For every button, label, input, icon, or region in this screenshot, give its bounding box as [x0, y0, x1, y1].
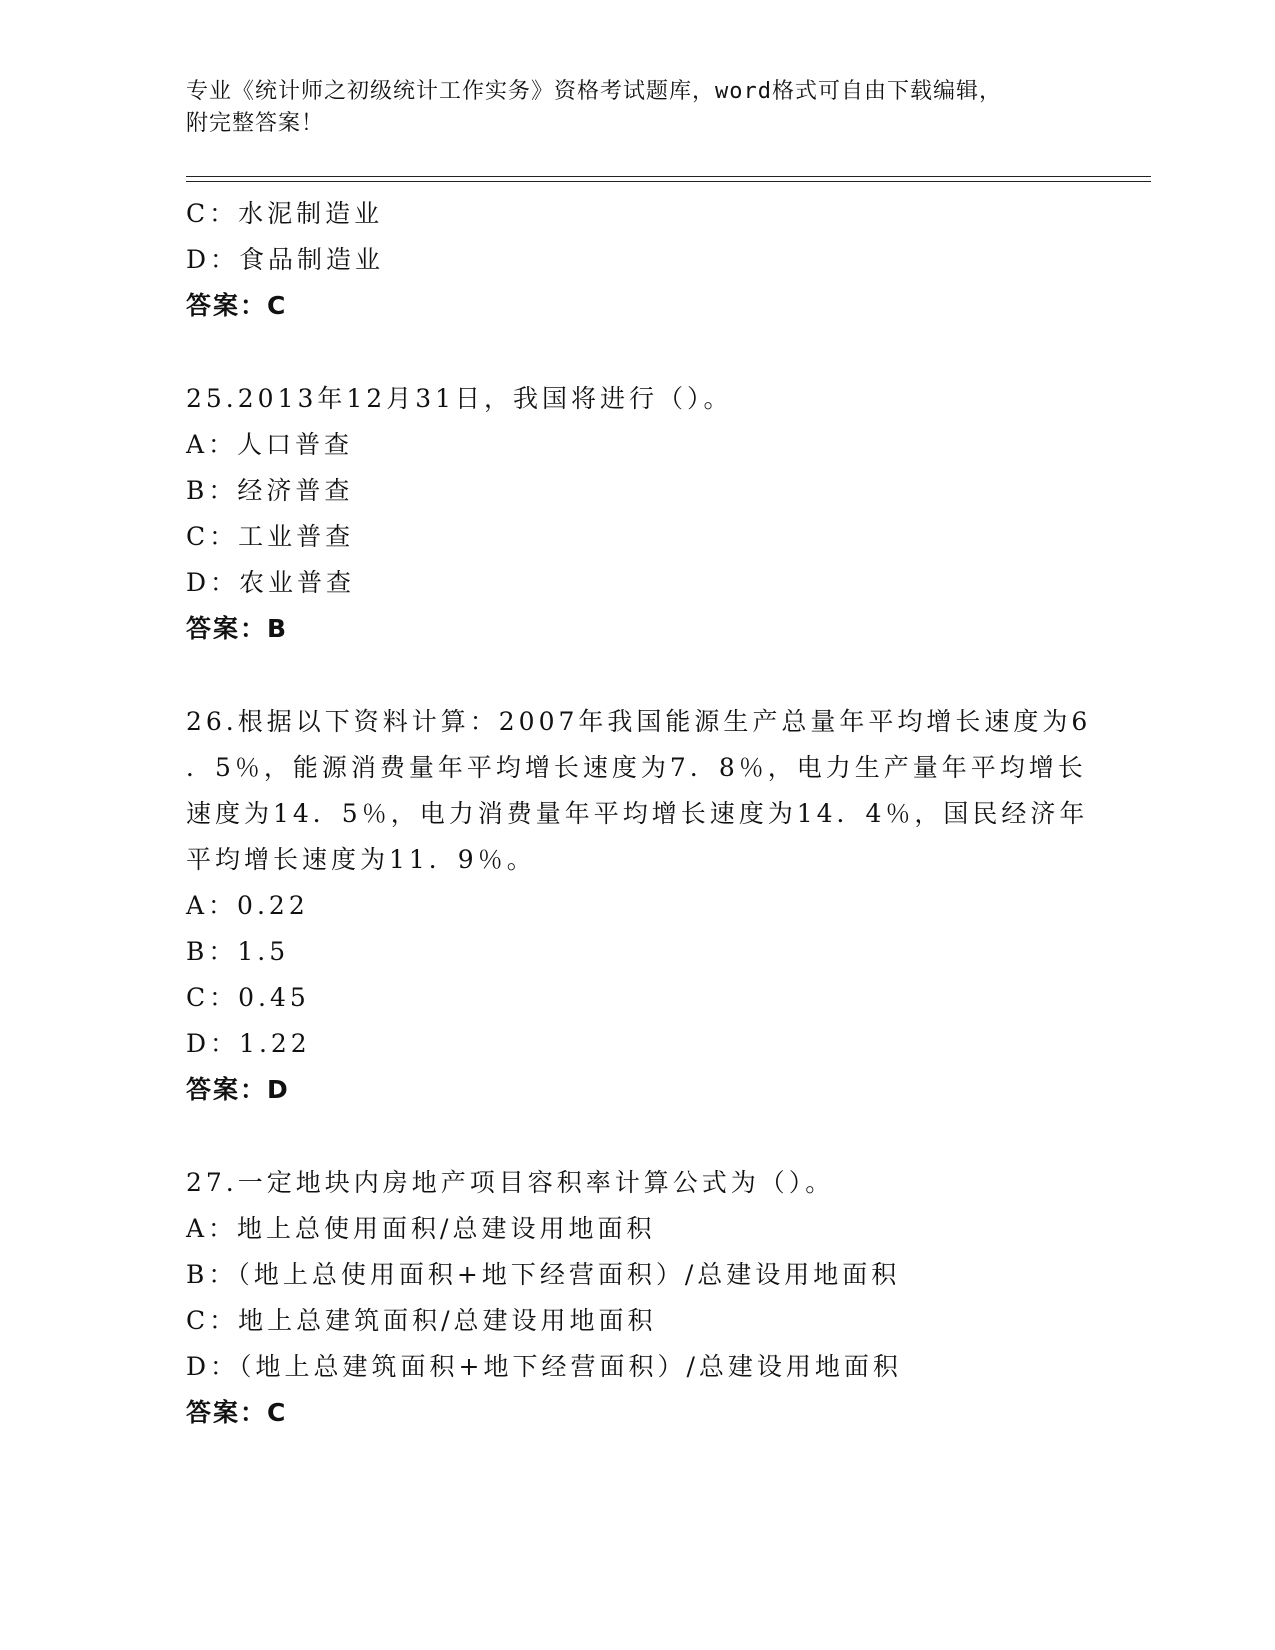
question-stem-line: 26.根据以下资料计算：2007年我国能源生产总量年平均增长速度为6 [186, 707, 1092, 736]
option-d: D：农业普查 [186, 568, 356, 597]
answer-line: 答案：B [186, 614, 289, 643]
answer-line: 答案：C [186, 1398, 288, 1427]
option-d: D：1.22 [186, 1029, 311, 1058]
header-divider-top [186, 176, 1151, 177]
option-a: A：0.22 [186, 891, 309, 920]
question-stem: 25.2013年12月31日，我国将进行（）。 [186, 384, 733, 413]
option-b: B：经济普查 [186, 476, 354, 505]
option-b: B：（地上总使用面积+地下经营面积）/总建设用地面积 [186, 1260, 901, 1289]
option-c: C：地上总建筑面积/总建设用地面积 [186, 1306, 657, 1335]
option-d: D：食品制造业 [186, 245, 385, 274]
header-divider-bottom [186, 181, 1151, 182]
option-d: D：（地上总建筑面积+地下经营面积）/总建设用地面积 [186, 1352, 902, 1381]
answer-line: 答案：D [186, 1075, 290, 1104]
question-stem: 27.一定地块内房地产项目容积率计算公式为（）。 [186, 1168, 835, 1197]
question-stem-line: 速度为14．5％，电力消费量年平均增长速度为14．4％，国民经济年 [186, 799, 1089, 828]
document-body [186, 191, 1092, 1436]
document-header [186, 76, 1086, 140]
continued-question [186, 191, 1086, 329]
question-25 [186, 376, 1086, 652]
header-line-1: 专业《统计师之初级统计工作实务》资格考试题库，word格式可自由下载编辑， [186, 79, 1002, 104]
option-c: C：水泥制造业 [186, 199, 384, 228]
header-line-2: 附完整答案！ [186, 111, 325, 136]
question-27 [186, 1160, 1086, 1436]
option-b: B：1.5 [186, 937, 290, 966]
question-stem-line: ．5％，能源消费量年平均增长速度为7．8％，电力生产量年平均增长 [186, 753, 1087, 782]
option-c: C：0.45 [186, 983, 310, 1012]
answer-line: 答案：C [186, 291, 288, 320]
question-stem-line: 平均增长速度为11．9％。 [186, 845, 536, 874]
option-a: A：地上总使用面积/总建设用地面积 [186, 1214, 656, 1243]
question-26 [186, 699, 1092, 1113]
option-a: A：人口普查 [186, 430, 354, 459]
option-c: C：工业普查 [186, 522, 355, 551]
